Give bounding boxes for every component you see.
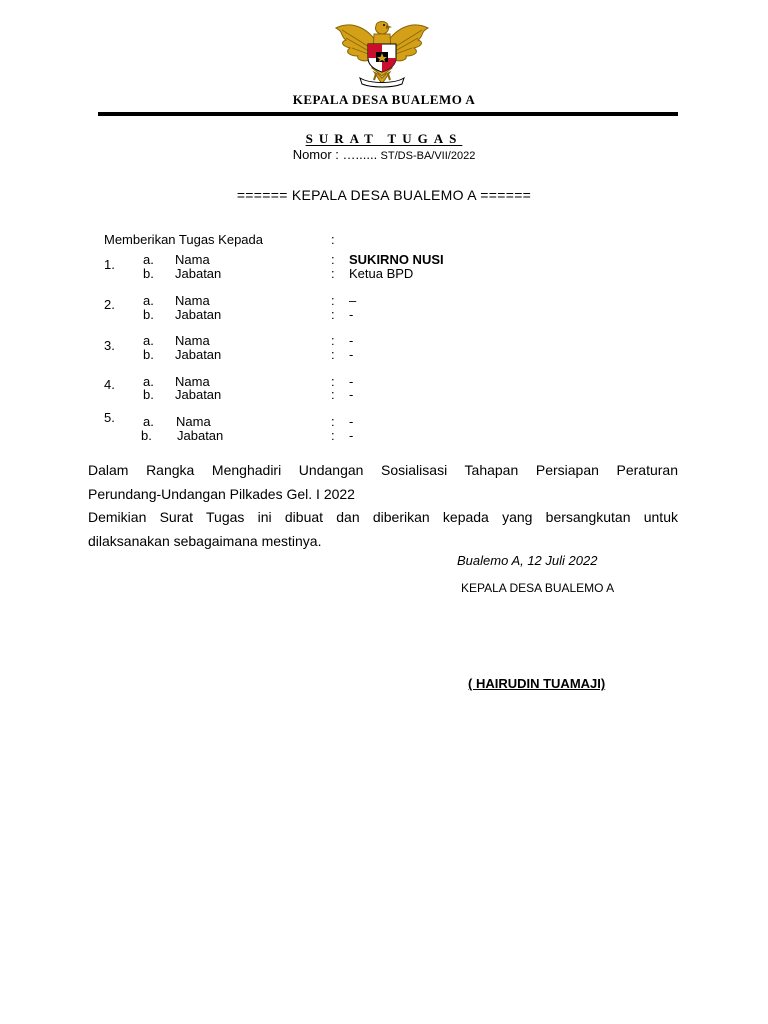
sub-heading: ====== KEPALA DESA BUALEMO A ====== — [236, 187, 532, 203]
entry-a-marker: a. — [143, 293, 154, 308]
entry-b-marker: b. — [143, 266, 154, 281]
entry-name-label: Nama — [175, 333, 210, 348]
entry-role-value: - — [349, 307, 354, 322]
header-title: KEPALA DESA BUALEMO A — [292, 92, 476, 107]
entry-name-colon: : — [331, 333, 335, 348]
closing-line-1: Demikian Surat Tugas ini dibuat dan diberikan kepada yang bersangkutan untuk — [88, 509, 678, 525]
place-date: Bualemo A, 12 Juli 2022 — [457, 553, 598, 568]
header-divider — [98, 112, 678, 116]
entry-b-marker: b. — [143, 387, 154, 402]
entry-role-colon: : — [331, 347, 335, 362]
entry-role-colon: : — [331, 428, 335, 443]
entry-role-value: - — [349, 347, 354, 362]
entry-number: 5. — [104, 410, 115, 425]
entry-name-value: SUKIRNO NUSI — [349, 252, 444, 267]
entry-number: 4. — [104, 377, 115, 392]
letter-number — [0, 147, 768, 162]
entry-role-label: Jabatan — [177, 428, 224, 443]
entry-name-colon: : — [331, 414, 335, 429]
signatory-title: KEPALA DESA BUALEMO A — [461, 581, 615, 595]
entry-a-marker: a. — [143, 333, 154, 348]
letter-number-value: ST/DS-BA/VII/2022 — [380, 150, 476, 162]
entry-number: 2. — [104, 297, 115, 312]
garuda-emblem-icon — [330, 18, 434, 90]
entry-name-label: Nama — [176, 414, 211, 429]
entry-role-label: Jabatan — [175, 347, 222, 362]
purpose-line-1: Dalam Rangka Menghadiri Undangan Sosialisasi Tahapan Persiapan Peraturan — [88, 462, 678, 478]
entry-role-colon: : — [331, 387, 335, 402]
entry-name-value: – — [349, 293, 357, 308]
assignment-intro-colon: : — [331, 232, 335, 247]
entry-name-colon: : — [331, 252, 335, 267]
entry-role-colon: : — [331, 266, 335, 281]
entry-name-label: Nama — [175, 293, 210, 308]
entry-name-value: - — [349, 333, 354, 348]
entry-b-marker: b. — [143, 347, 154, 362]
entry-role-colon: : — [331, 307, 335, 322]
entry-name-label: Nama — [175, 252, 210, 267]
closing-line-2: dilaksanakan sebagaimana mestinya. — [88, 533, 322, 549]
entry-role-label: Jabatan — [175, 387, 222, 402]
entry-role-label: Jabatan — [175, 266, 222, 281]
purpose-paragraph — [88, 458, 678, 506]
entry-name-colon: : — [331, 293, 335, 308]
entry-a-marker: a. — [143, 252, 154, 267]
entry-number: 1. — [104, 257, 115, 272]
entry-number: 3. — [104, 338, 115, 353]
closing-paragraph — [88, 505, 678, 553]
entry-name-value: - — [349, 374, 354, 389]
entry-name-colon: : — [331, 374, 335, 389]
entry-b-marker: b. — [141, 428, 152, 443]
entry-a-marker: a. — [143, 374, 154, 389]
entry-name-value: - — [349, 414, 354, 429]
entry-name-label: Nama — [175, 374, 210, 389]
entry-role-label: Jabatan — [175, 307, 222, 322]
purpose-line-2: Perundang-Undangan Pilkades Gel. I 2022 — [88, 486, 355, 502]
entry-role-value: Ketua BPD — [349, 266, 414, 281]
entry-role-value: - — [349, 428, 354, 443]
assignment-intro-label: Memberikan Tugas Kepada — [104, 232, 263, 247]
letter-number-label: Nomor : …...... — [292, 147, 378, 162]
letter-title: SURAT TUGAS — [305, 131, 463, 146]
entry-a-marker: a. — [143, 414, 154, 429]
signatory-name: ( HAIRUDIN TUAMAJI) — [468, 676, 606, 691]
entry-b-marker: b. — [143, 307, 154, 322]
entry-role-value: - — [349, 387, 354, 402]
